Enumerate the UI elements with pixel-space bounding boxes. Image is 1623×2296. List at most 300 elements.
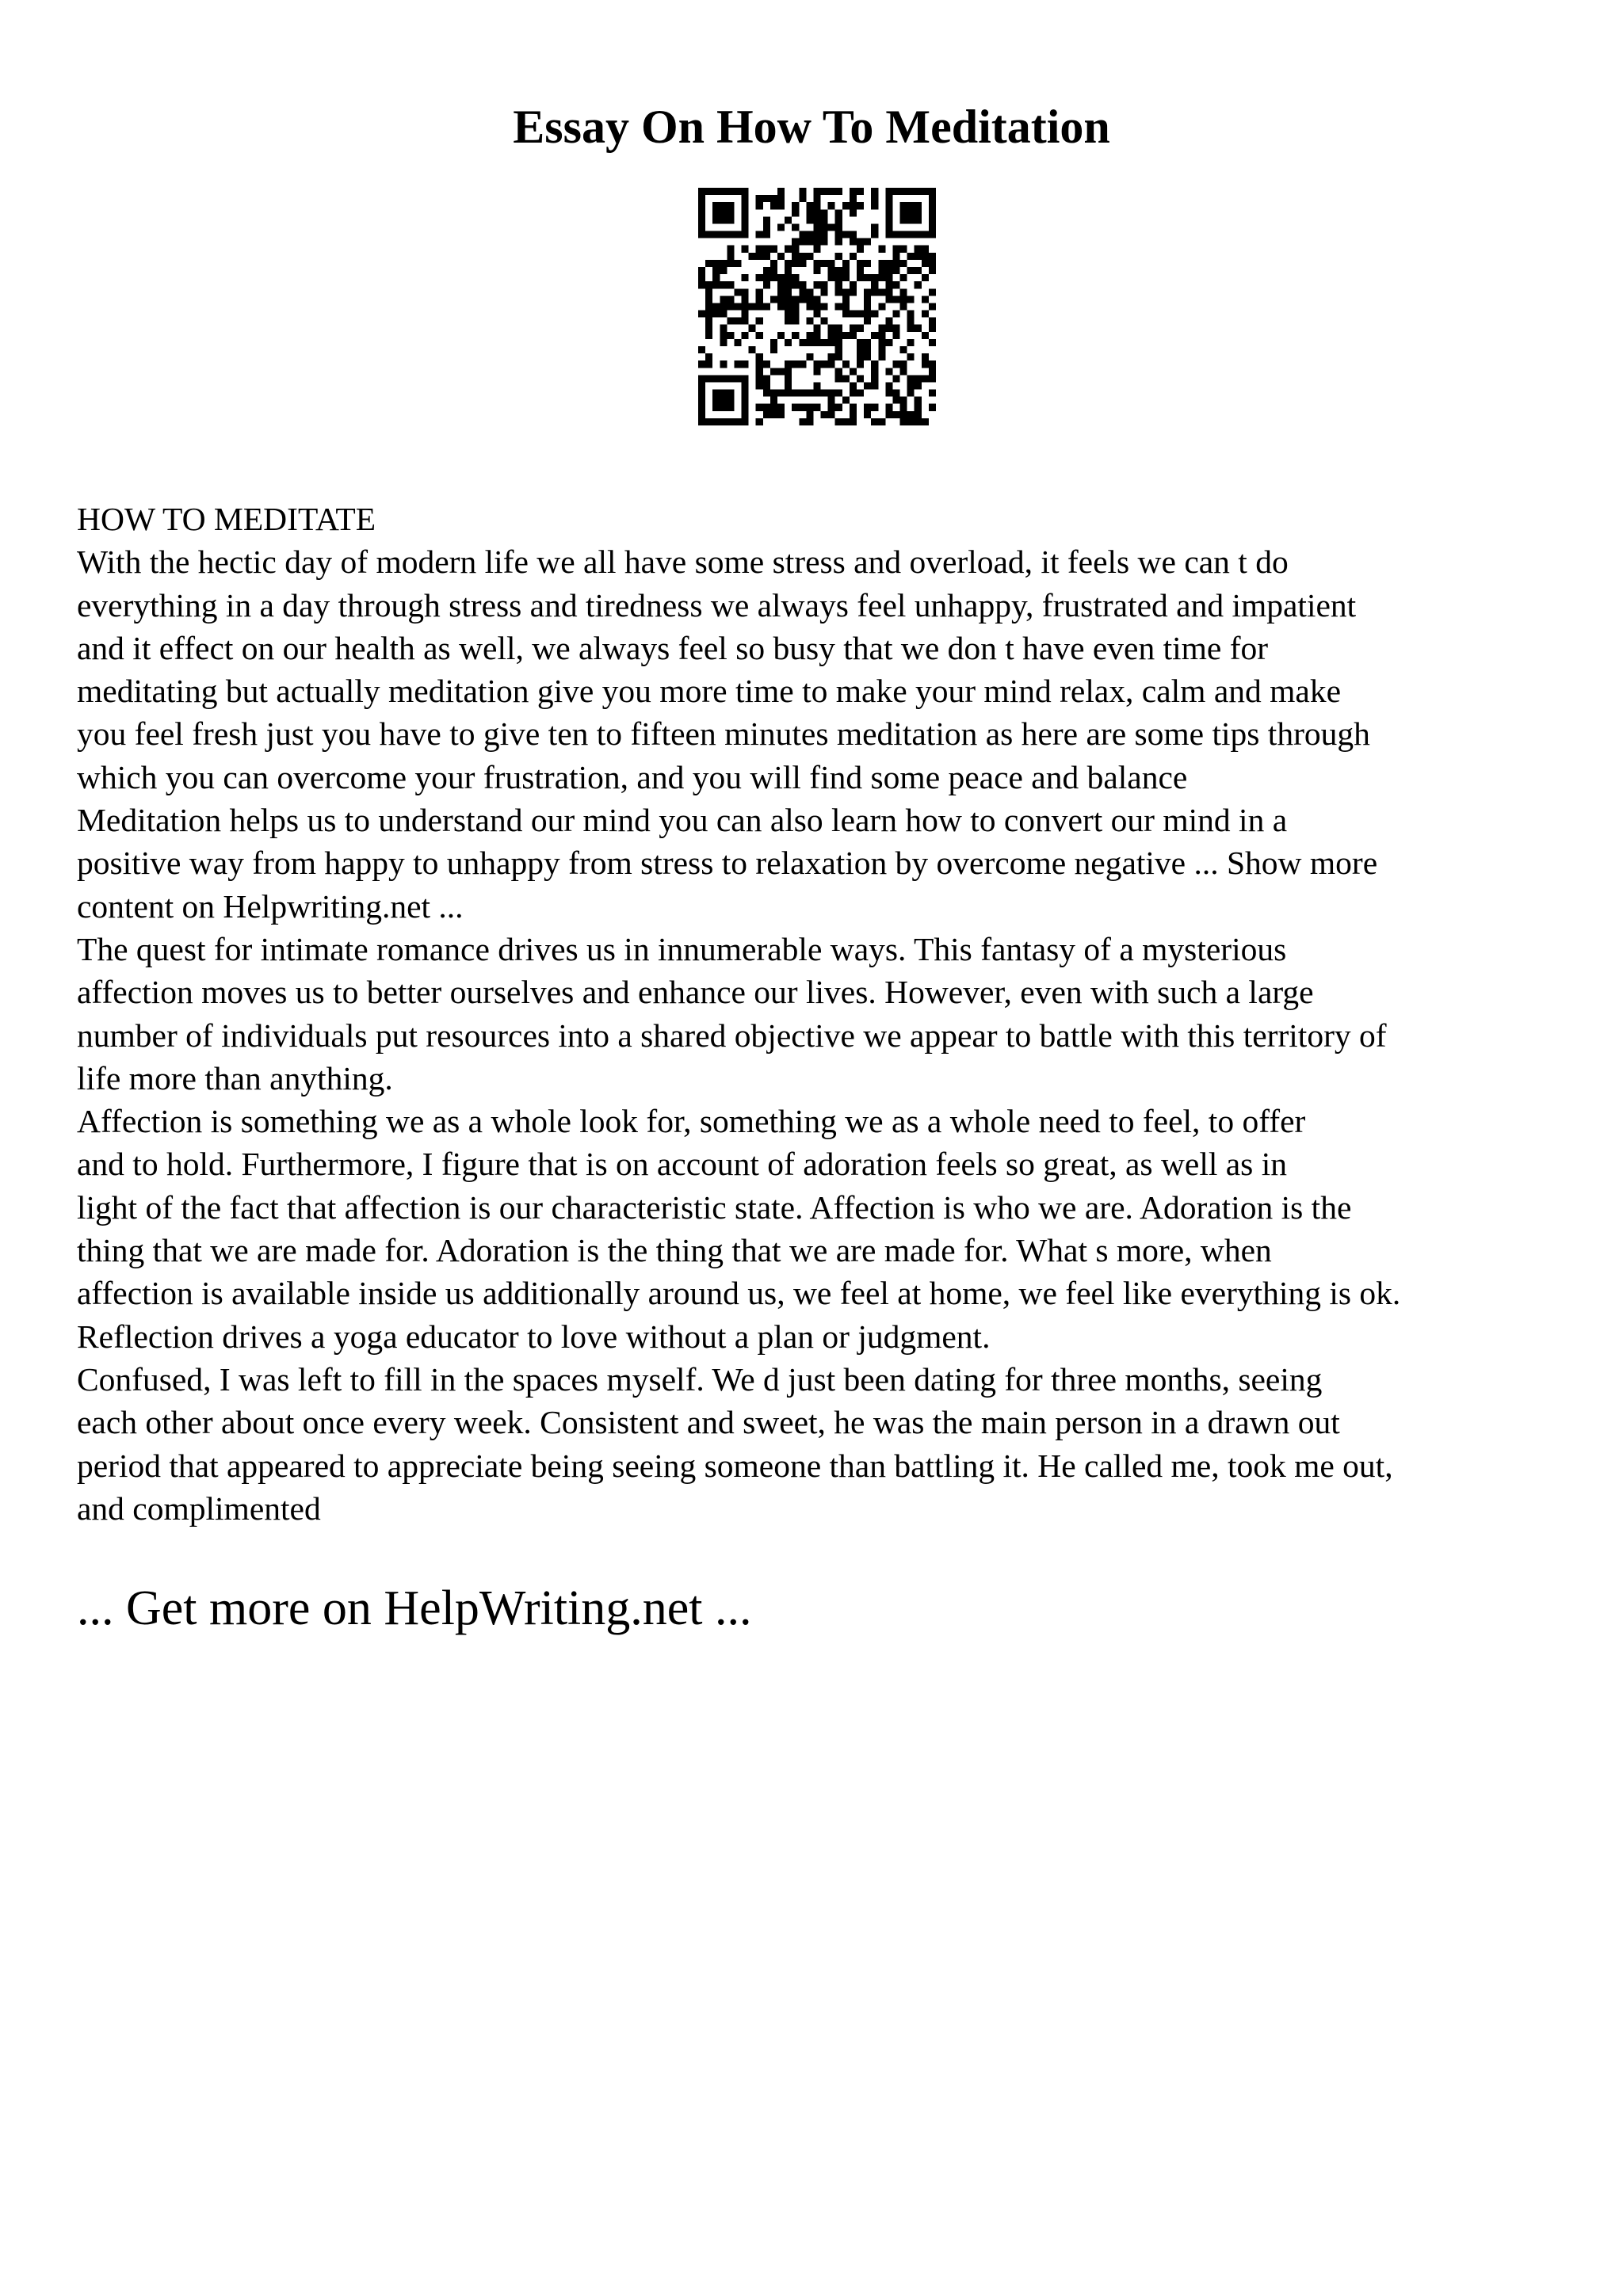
qr-module <box>828 390 835 397</box>
qr-module <box>857 188 864 195</box>
qr-module <box>871 375 878 382</box>
qr-module <box>878 267 885 274</box>
qr-module <box>777 223 785 231</box>
qr-module <box>742 188 749 195</box>
qr-module <box>907 318 915 325</box>
qr-module <box>907 267 915 274</box>
qr-module <box>785 375 792 382</box>
qr-module <box>763 253 770 260</box>
qr-module <box>727 246 734 253</box>
qr-module <box>885 296 892 303</box>
get-more-link[interactable]: ... Get more on HelpWriting.net ... <box>77 1581 752 1635</box>
qr-module <box>857 360 864 368</box>
qr-module <box>813 195 820 202</box>
qr-module <box>698 202 705 209</box>
qr-module <box>835 274 842 281</box>
qr-module <box>720 404 727 411</box>
qr-module <box>842 418 850 425</box>
qr-module <box>892 231 899 238</box>
qr-module <box>712 188 720 195</box>
qr-module <box>806 296 813 303</box>
qr-module <box>756 318 763 325</box>
qr-module <box>915 267 922 274</box>
qr-module <box>785 267 792 274</box>
qr-module <box>929 195 936 202</box>
qr-module <box>813 404 820 411</box>
qr-module <box>742 404 749 411</box>
qr-module <box>777 288 785 296</box>
qr-module <box>892 375 899 382</box>
qr-module <box>777 253 785 260</box>
qr-module <box>742 311 749 318</box>
qr-module <box>871 360 878 368</box>
qr-module <box>806 332 813 339</box>
qr-module <box>698 188 705 195</box>
qr-module <box>777 411 785 418</box>
qr-module <box>885 325 892 332</box>
qr-module <box>720 311 727 318</box>
qr-module <box>915 202 922 209</box>
qr-module <box>907 390 915 397</box>
qr-module <box>885 195 892 202</box>
qr-module <box>842 303 850 310</box>
qr-module <box>799 253 806 260</box>
qr-module <box>777 368 785 375</box>
qr-module <box>705 303 712 310</box>
qr-module <box>792 311 799 318</box>
qr-module <box>727 260 734 267</box>
qr-module <box>885 368 892 375</box>
qr-module <box>842 332 850 339</box>
qr-module <box>857 260 864 267</box>
qr-module <box>900 188 907 195</box>
qr-module <box>929 267 936 274</box>
qr-module <box>756 332 763 339</box>
qr-module <box>777 188 785 195</box>
qr-module <box>878 274 885 281</box>
qr-module <box>835 346 842 353</box>
qr-module <box>799 404 806 411</box>
qr-module <box>850 288 857 296</box>
qr-module <box>857 246 864 253</box>
qr-module <box>813 260 820 267</box>
qr-module <box>857 375 864 382</box>
qr-module <box>756 195 763 202</box>
qr-module <box>929 325 936 332</box>
qr-module <box>907 375 915 382</box>
qr-module <box>900 246 907 253</box>
qr-module <box>727 397 734 404</box>
qr-module <box>813 339 820 346</box>
qr-module <box>828 274 835 281</box>
qr-module <box>720 360 727 368</box>
qr-module <box>828 404 835 411</box>
qr-module <box>785 303 792 310</box>
qr-module <box>720 231 727 238</box>
qr-module <box>929 390 936 397</box>
qr-module <box>871 274 878 281</box>
qr-module <box>892 311 899 318</box>
qr-module <box>857 311 864 318</box>
qr-module <box>835 231 842 238</box>
qr-module <box>756 246 763 253</box>
qr-module <box>785 390 792 397</box>
body-line: number of individuals put resources into a shared objective we appear to battle with this territory of <box>77 1016 1387 1054</box>
qr-module <box>922 246 929 253</box>
qr-module <box>756 360 763 368</box>
qr-module <box>929 339 936 346</box>
qr-module <box>763 246 770 253</box>
qr-module <box>742 375 749 382</box>
body-line: meditating but actually meditation give you more time to make your mind relax, calm and make <box>77 673 1341 710</box>
qr-module <box>792 318 799 325</box>
qr-module <box>885 231 892 238</box>
qr-module <box>850 332 857 339</box>
qr-module <box>813 223 820 231</box>
qr-module <box>712 418 720 425</box>
qr-module <box>712 231 720 238</box>
qr-module <box>799 288 806 296</box>
qr-module <box>915 397 922 404</box>
qr-module <box>842 296 850 303</box>
qr-module <box>792 246 799 253</box>
qr-module <box>792 360 799 368</box>
qr-module <box>742 382 749 389</box>
qr-module <box>742 418 749 425</box>
qr-module <box>842 288 850 296</box>
qr-module <box>821 223 828 231</box>
qr-module <box>763 404 770 411</box>
qr-module <box>892 260 899 267</box>
qr-module <box>850 195 857 202</box>
qr-module <box>835 281 842 288</box>
qr-module <box>734 260 741 267</box>
qr-module <box>785 339 792 346</box>
qr-module <box>727 281 734 288</box>
qr-module <box>864 311 871 318</box>
qr-module <box>763 382 770 389</box>
qr-module <box>828 223 835 231</box>
qr-module <box>806 411 813 418</box>
qr-module <box>705 188 712 195</box>
qr-module <box>770 267 777 274</box>
qr-module <box>922 353 929 360</box>
qr-module <box>792 404 799 411</box>
qr-module <box>850 281 857 288</box>
qr-code-modules <box>698 188 936 425</box>
qr-module <box>720 281 727 288</box>
qr-module <box>922 188 929 195</box>
qr-module <box>821 188 828 195</box>
qr-module <box>864 303 871 310</box>
qr-module <box>900 209 907 216</box>
body-line: and to hold. Furthermore, I figure that is on account of adoration feels so great, as well as in <box>77 1146 1287 1183</box>
qr-module <box>835 288 842 296</box>
qr-module <box>864 318 871 325</box>
qr-module <box>712 375 720 382</box>
body-line: Confused, I was left to fill in the spaces myself. We d just been dating for three months, seeing <box>77 1360 1323 1398</box>
body-line: With the hectic day of modern life we all have some stress and overload, it feels we can t do <box>77 543 1289 581</box>
qr-module <box>749 303 756 310</box>
qr-module <box>922 332 929 339</box>
qr-module <box>742 223 749 231</box>
qr-module <box>929 223 936 231</box>
qr-module <box>878 325 885 332</box>
qr-module <box>813 188 820 195</box>
qr-module <box>828 202 835 209</box>
qr-module <box>712 281 720 288</box>
essay-body <box>77 498 1567 1530</box>
qr-module <box>835 253 842 260</box>
qr-module <box>763 195 770 202</box>
qr-module <box>720 397 727 404</box>
qr-module <box>900 303 907 310</box>
qr-module <box>698 281 705 288</box>
qr-module <box>792 390 799 397</box>
qr-module <box>922 311 929 318</box>
qr-module <box>915 216 922 223</box>
qr-module <box>806 253 813 260</box>
qr-module <box>742 202 749 209</box>
qr-module <box>892 390 899 397</box>
qr-module <box>878 288 885 296</box>
qr-module <box>915 325 922 332</box>
qr-module <box>892 267 899 274</box>
qr-module <box>813 216 820 223</box>
qr-module <box>900 360 907 368</box>
qr-module <box>720 296 727 303</box>
qr-module <box>878 339 885 346</box>
qr-module <box>727 209 734 216</box>
qr-module <box>727 318 734 325</box>
qr-module <box>727 253 734 260</box>
qr-module <box>900 418 907 425</box>
qr-module <box>929 368 936 375</box>
qr-module <box>785 382 792 389</box>
qr-module <box>835 267 842 274</box>
qr-module <box>806 202 813 209</box>
qr-module <box>842 397 850 404</box>
qr-module <box>792 223 799 231</box>
qr-module <box>785 281 792 288</box>
qr-module <box>835 404 842 411</box>
qr-module <box>756 231 763 238</box>
qr-module <box>907 231 915 238</box>
qr-module <box>915 375 922 382</box>
body-line: thing that we are made for. Adoration is the thing that we are made for. What s more, when <box>77 1232 1272 1269</box>
qr-module <box>892 411 899 418</box>
qr-module <box>720 375 727 382</box>
qr-module <box>835 375 842 382</box>
qr-module <box>734 231 741 238</box>
qr-module <box>698 397 705 404</box>
qr-module <box>864 411 871 418</box>
qr-module <box>915 281 922 288</box>
qr-module <box>857 353 864 360</box>
qr-module <box>835 188 842 195</box>
qr-module <box>712 404 720 411</box>
qr-module <box>871 404 878 411</box>
qr-module <box>907 216 915 223</box>
body-line: Affection is something we as a whole look for, something we as a whole need to feel, to offer <box>77 1103 1306 1140</box>
qr-module <box>727 303 734 310</box>
qr-module <box>871 288 878 296</box>
qr-module <box>763 411 770 418</box>
qr-module <box>742 195 749 202</box>
qr-module <box>857 202 864 209</box>
qr-module <box>763 281 770 288</box>
qr-module <box>900 346 907 353</box>
qr-module <box>821 390 828 397</box>
body-line: The quest for intimate romance drives us in innumerable ways. This fantasy of a mysterious <box>77 930 1287 967</box>
qr-module <box>821 209 828 216</box>
qr-module <box>792 202 799 209</box>
qr-module <box>785 246 792 253</box>
qr-module <box>907 339 915 346</box>
qr-module <box>885 382 892 389</box>
body-line: and complimented <box>77 1489 321 1527</box>
qr-module <box>742 216 749 223</box>
qr-module <box>742 360 749 368</box>
qr-module <box>763 375 770 382</box>
qr-module <box>864 346 871 353</box>
body-line: light of the fact that affection is our characteristic state. Affection is who we are. Adoration is the <box>77 1188 1352 1226</box>
qr-module <box>864 382 871 389</box>
qr-module <box>892 246 899 253</box>
qr-module <box>792 209 799 216</box>
qr-module <box>828 397 835 404</box>
qr-module <box>892 397 899 404</box>
qr-module <box>756 418 763 425</box>
qr-module <box>770 404 777 411</box>
qr-module <box>871 382 878 389</box>
qr-module <box>763 216 770 223</box>
qr-module <box>734 375 741 382</box>
qr-module <box>857 325 864 332</box>
qr-module <box>777 332 785 339</box>
qr-module <box>705 332 712 339</box>
qr-module <box>792 281 799 288</box>
qr-module <box>742 303 749 310</box>
qr-module <box>785 288 792 296</box>
qr-module <box>878 332 885 339</box>
qr-module <box>850 325 857 332</box>
qr-module <box>742 318 749 325</box>
qr-module <box>698 411 705 418</box>
qr-module <box>727 418 734 425</box>
qr-module <box>842 267 850 274</box>
qr-module <box>929 288 936 296</box>
qr-module <box>871 281 878 288</box>
qr-module <box>821 238 828 246</box>
qr-module <box>900 288 907 296</box>
qr-module <box>792 303 799 310</box>
qr-module <box>850 404 857 411</box>
qr-module <box>792 238 799 246</box>
qr-module <box>742 390 749 397</box>
qr-module <box>705 311 712 318</box>
qr-module <box>813 281 820 288</box>
body-line: you feel fresh just you have to give ten to fifteen minutes meditation as here are some tips through <box>77 715 1370 753</box>
qr-module <box>727 188 734 195</box>
qr-module <box>698 418 705 425</box>
qr-module <box>922 360 929 368</box>
qr-module <box>857 390 864 397</box>
qr-module <box>756 382 763 389</box>
qr-module <box>907 418 915 425</box>
qr-module <box>857 339 864 346</box>
qr-module <box>885 339 892 346</box>
qr-module <box>742 231 749 238</box>
qr-module <box>857 267 864 274</box>
qr-module <box>806 231 813 238</box>
qr-module <box>712 311 720 318</box>
page-title: Essay On How To Meditation <box>513 101 1110 153</box>
qr-module <box>712 202 720 209</box>
qr-module <box>806 339 813 346</box>
qr-module <box>850 253 857 260</box>
qr-module <box>720 260 727 267</box>
qr-module <box>915 411 922 418</box>
qr-module <box>777 274 785 281</box>
qr-module <box>705 281 712 288</box>
qr-module <box>698 195 705 202</box>
qr-module <box>749 325 756 332</box>
qr-module <box>799 188 806 195</box>
qr-module <box>929 318 936 325</box>
qr-module <box>885 216 892 223</box>
qr-module <box>806 404 813 411</box>
qr-module <box>720 303 727 310</box>
qr-module <box>734 360 741 368</box>
qr-module <box>727 390 734 397</box>
qr-module <box>770 296 777 303</box>
qr-module <box>835 209 842 216</box>
qr-module <box>907 325 915 332</box>
qr-module <box>799 418 806 425</box>
qr-module <box>792 296 799 303</box>
qr-module <box>828 325 835 332</box>
qr-module <box>806 390 813 397</box>
qr-module <box>821 339 828 346</box>
qr-module <box>698 231 705 238</box>
qr-module <box>835 325 842 332</box>
qr-module <box>915 209 922 216</box>
qr-module <box>799 195 806 202</box>
qr-module <box>828 353 835 360</box>
qr-module <box>835 216 842 223</box>
qr-module <box>705 288 712 296</box>
qr-module <box>850 390 857 397</box>
qr-module <box>878 260 885 267</box>
qr-module <box>878 346 885 353</box>
qr-module <box>922 418 929 425</box>
qr-module <box>763 360 770 368</box>
qr-module <box>892 325 899 332</box>
qr-module <box>828 360 835 368</box>
qr-module <box>929 404 936 411</box>
qr-module <box>785 216 792 223</box>
qr-module <box>698 390 705 397</box>
qr-module <box>727 404 734 411</box>
qr-module <box>915 418 922 425</box>
qr-module <box>792 332 799 339</box>
qr-module <box>792 260 799 267</box>
body-line: which you can overcome your frustration, and you will find some peace and balance <box>77 758 1188 795</box>
qr-module <box>900 397 907 404</box>
qr-module <box>756 353 763 360</box>
qr-module <box>828 339 835 346</box>
